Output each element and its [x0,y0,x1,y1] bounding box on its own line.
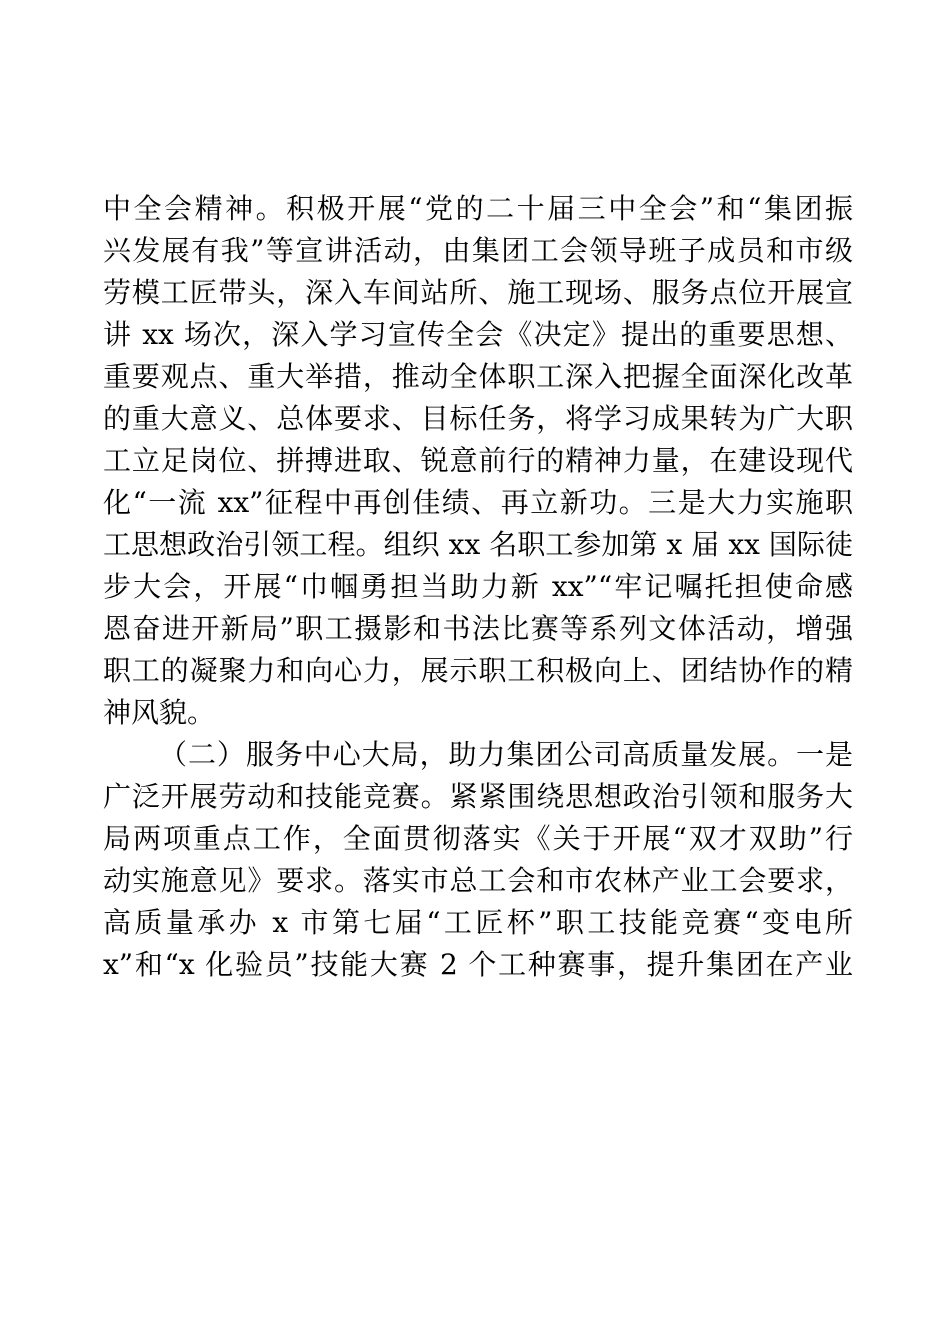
document-body [103,188,853,986]
paragraph-line: 高质量承办 x 市第七届“工匠杯”职工技能竞赛“变电所 [103,906,853,939]
paragraph-line: 步大会，开展“巾帼勇担当助力新 xx”“牢记嘱托担使命感 [103,570,853,603]
paragraph-line: 化“一流 xx”征程中再创佳绩、再立新功。三是大力实施职 [103,486,853,519]
section-heading-line: （二）服务中心大局，助力集团公司高质量发展。一是 [159,738,853,771]
paragraph-line: 劳模工匠带头，深入车间站所、施工现场、服务点位开展宣 [103,276,853,309]
paragraph-1 [103,188,853,734]
paragraph-line: 神风貌。 [103,696,216,729]
paragraph-line: 工思想政治引领工程。组织 xx 名职工参加第 x 届 xx 国际徒 [103,528,853,561]
paragraph-line: 兴发展有我”等宣讲活动，由集团工会领导班子成员和市级 [103,234,853,267]
paragraph-line: 工立足岗位、拼搏进取、锐意前行的精神力量，在建设现代 [103,444,853,477]
paragraph-line: 广泛开展劳动和技能竞赛。紧紧围绕思想政治引领和服务大 [103,780,853,813]
paragraph-line: x”和“x 化验员”技能大赛 2 个工种赛事，提升集团在产业 [103,948,853,981]
paragraph-line: 重要观点、重大举措，推动全体职工深入把握全面深化改革 [103,360,853,393]
paragraph-line: 中全会精神。积极开展“党的二十届三中全会”和“集团振 [103,192,853,225]
paragraph-2 [103,734,853,986]
paragraph-line: 职工的凝聚力和向心力，展示职工积极向上、团结协作的精 [103,654,853,687]
paragraph-line: 动实施意见》要求。落实市总工会和市农林产业工会要求， [103,864,853,897]
paragraph-line: 的重大意义、总体要求、目标任务，将学习成果转为广大职 [103,402,853,435]
paragraph-line: 局两项重点工作，全面贯彻落实《关于开展“双才双助”行 [103,822,853,855]
paragraph-line: 讲 xx 场次，深入学习宣传全会《决定》提出的重要思想、 [103,318,853,351]
paragraph-line: 恩奋进开新局”职工摄影和书法比赛等系列文体活动，增强 [103,612,853,645]
